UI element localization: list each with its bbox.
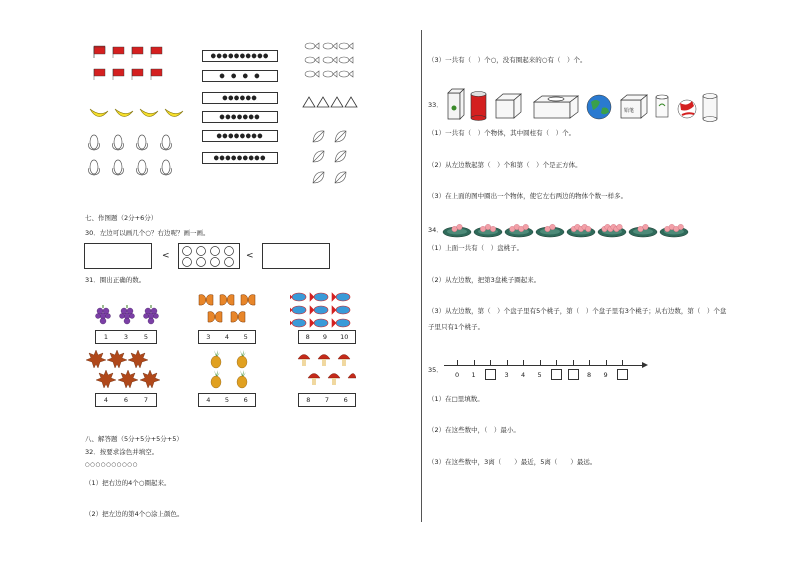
number-line-label: 5 <box>537 371 542 379</box>
dot-box-4: ●●●●●●● <box>202 111 278 123</box>
grapes-num-1[interactable]: 1 <box>103 333 109 341</box>
q34-label: 34． <box>428 226 443 234</box>
q32-part2: （2）把左边的第4个○涂上颜色。 <box>85 510 184 518</box>
number-line-label: 3 <box>504 371 509 379</box>
grapes-num-2[interactable]: 3 <box>123 333 129 341</box>
q34-part1: （1）上面一共有（ ）盘桃子。 <box>428 244 524 252</box>
corn-group <box>86 133 182 185</box>
maple-num-3[interactable]: 7 <box>143 396 149 404</box>
q35-part2: （2）在这些数中，（ ）最小。 <box>428 426 520 434</box>
q30-right-answer-box[interactable] <box>262 243 330 269</box>
tissue-box-object <box>534 96 578 118</box>
cube-object <box>496 94 521 118</box>
q33-part3: （3）在上面的图中圈出一个物体，使它左右两边的物体个数一样多。 <box>428 192 628 200</box>
fish-num-3[interactable]: 10 <box>340 333 349 341</box>
arrow-head-icon <box>642 362 648 368</box>
butterflies-number-box[interactable] <box>198 330 256 344</box>
peach <box>485 224 491 230</box>
peach <box>678 224 684 230</box>
column-divider <box>421 30 422 522</box>
q35-label: 35． <box>428 366 443 374</box>
butterflies-group <box>196 292 262 328</box>
peach <box>617 224 623 230</box>
cup-object <box>656 95 668 117</box>
number-line-tick <box>507 360 508 365</box>
peach <box>490 226 496 232</box>
mushroom-num-1[interactable]: 8 <box>306 396 311 404</box>
fish-num-1[interactable]: 8 <box>305 333 310 341</box>
peach-plate[interactable] <box>443 224 471 237</box>
number-line-label: 9 <box>603 371 608 379</box>
peach-plate[interactable] <box>598 224 626 237</box>
pineapple-num-1[interactable]: 4 <box>206 396 211 404</box>
peach <box>550 224 556 230</box>
mushrooms-group <box>296 350 356 390</box>
q34-part3-line2: 子里只有1个桃子。 <box>428 323 485 331</box>
can-object <box>471 92 486 121</box>
q35-part3: （3）在这些数中，3离（ ）最近，5离（ ）最远。 <box>428 458 597 466</box>
maple-num-1[interactable]: 4 <box>103 396 109 404</box>
peach-plates-row <box>441 220 701 240</box>
grapes-num-3[interactable]: 5 <box>143 333 149 341</box>
peach <box>585 226 591 232</box>
dot-box-1: ●●●●●●●●●● <box>202 50 278 62</box>
bananas-group <box>88 103 188 125</box>
less-than-sign-1: < <box>162 251 170 261</box>
butterflies-num-1[interactable]: 3 <box>206 333 211 341</box>
grapes-number-box[interactable] <box>95 330 157 344</box>
eight-circles <box>179 244 239 268</box>
fish-outline-group <box>302 40 354 86</box>
number-line-label: 4 <box>521 371 526 379</box>
fish-number-box[interactable] <box>298 330 356 344</box>
mushroom-number-box[interactable] <box>298 393 356 407</box>
number-line-tick <box>556 360 557 365</box>
dot-box-2: ● ● ● ● <box>202 70 278 82</box>
peach-plate[interactable] <box>536 224 564 237</box>
fish-num-2[interactable]: 9 <box>322 333 327 341</box>
peach-plate[interactable] <box>660 224 688 237</box>
number-line-tick <box>540 360 541 365</box>
q32-part1: （1）把右边的4个○圈起来。 <box>85 479 171 487</box>
maple-number-box[interactable] <box>95 393 157 407</box>
circles-box <box>178 243 240 269</box>
pineapple-num-3[interactable]: 6 <box>243 396 248 404</box>
peach <box>523 224 529 230</box>
number-line-tick <box>457 360 458 365</box>
number-line-label: 8 <box>587 371 592 379</box>
q30-left-answer-box[interactable] <box>84 243 152 269</box>
flags-group <box>92 44 172 84</box>
number-line-tick <box>474 360 475 365</box>
pencil-box-object <box>621 95 647 118</box>
q33-part1: （1）一共有（ ）个物体，其中圆柱有（ ）个。 <box>428 129 576 137</box>
number-line-blank-box[interactable] <box>617 369 628 380</box>
peach-plate[interactable] <box>629 224 657 237</box>
maple-leaves-group <box>86 348 166 390</box>
section7-title: 七、作图题（2分+6分） <box>85 214 158 222</box>
q30-text: 30．左边可以画几个○？右边呢？画一画。 <box>85 229 210 237</box>
dot-box-6: ●●●●●●●●● <box>202 152 278 164</box>
pencil-box-label: 铅笔 <box>624 108 635 114</box>
q34-part2: （2）从左边数，把第3盘桃子圈起来。 <box>428 276 541 284</box>
number-line-label: 0 <box>455 371 460 379</box>
peach-plate[interactable] <box>567 224 595 237</box>
peach <box>545 226 551 232</box>
number-line-blank-box[interactable] <box>485 369 496 380</box>
number-line-tick <box>589 360 590 365</box>
number-line-tick <box>490 360 491 365</box>
peach-plate[interactable] <box>474 224 502 237</box>
pineapple-num-2[interactable]: 5 <box>224 396 230 404</box>
q33-part2: （2）从左边数起第（ ）个和第（ ）个是正方体。 <box>428 161 582 169</box>
number-line-blank-box[interactable] <box>551 369 562 380</box>
carton-object <box>448 89 464 119</box>
dot-box-3: ●●●●●● <box>202 92 278 104</box>
section8-title: 八、解答题（5分+5分+5分+5） <box>85 435 183 443</box>
butterflies-num-3[interactable]: 5 <box>243 333 248 341</box>
peach <box>452 226 458 232</box>
cylinder-object <box>703 94 717 122</box>
mushroom-num-3[interactable]: 6 <box>343 396 348 404</box>
maple-num-2[interactable]: 6 <box>123 396 129 404</box>
grapes-group <box>94 303 164 327</box>
peach-plate[interactable] <box>505 224 533 237</box>
peach <box>643 224 649 230</box>
q32-circles-row: ○○○○○○○○○○ <box>85 462 138 468</box>
q35-part1: （1）在□里填数。 <box>428 395 484 403</box>
peach <box>638 226 644 232</box>
number-line-axis <box>444 365 644 366</box>
pineapple-number-box[interactable] <box>198 393 256 407</box>
q32-part3: （3）一共有（ ）个○，没有圈起来的○有（ ）个。 <box>428 56 587 64</box>
number-line-tick <box>622 360 623 365</box>
ball-object <box>678 100 696 118</box>
q32-text: 32．按要求涂色并填空。 <box>85 448 159 456</box>
number-line-tick <box>606 360 607 365</box>
globe-object <box>587 95 611 119</box>
number-line-tick <box>573 360 574 365</box>
solid-objects-row <box>444 88 724 122</box>
dot-box-5: ●●●●●●●● <box>202 130 278 142</box>
leaf-outline-group <box>310 128 354 190</box>
q31-text: 31．圈出正确的数。 <box>85 276 146 284</box>
butterflies-num-2[interactable]: 4 <box>224 333 230 341</box>
q33-label: 33． <box>428 101 443 109</box>
number-line-tick <box>523 360 524 365</box>
triangles-group <box>302 94 358 108</box>
peach <box>457 224 463 230</box>
number-line-label: 1 <box>471 371 476 379</box>
mushroom-num-2[interactable]: 7 <box>324 396 330 404</box>
less-than-sign-2: < <box>246 251 254 261</box>
number-line-blank-box[interactable] <box>568 369 579 380</box>
peach <box>480 226 486 232</box>
fish-color-group <box>290 291 358 329</box>
q34-part3-line1: （3）从左边数，第（ ）个盘子里有5个桃子，第（ ）个盘子里有3个桃子；从右边数，第（ ）个盘 <box>428 307 727 315</box>
pineapples-group <box>206 348 252 390</box>
